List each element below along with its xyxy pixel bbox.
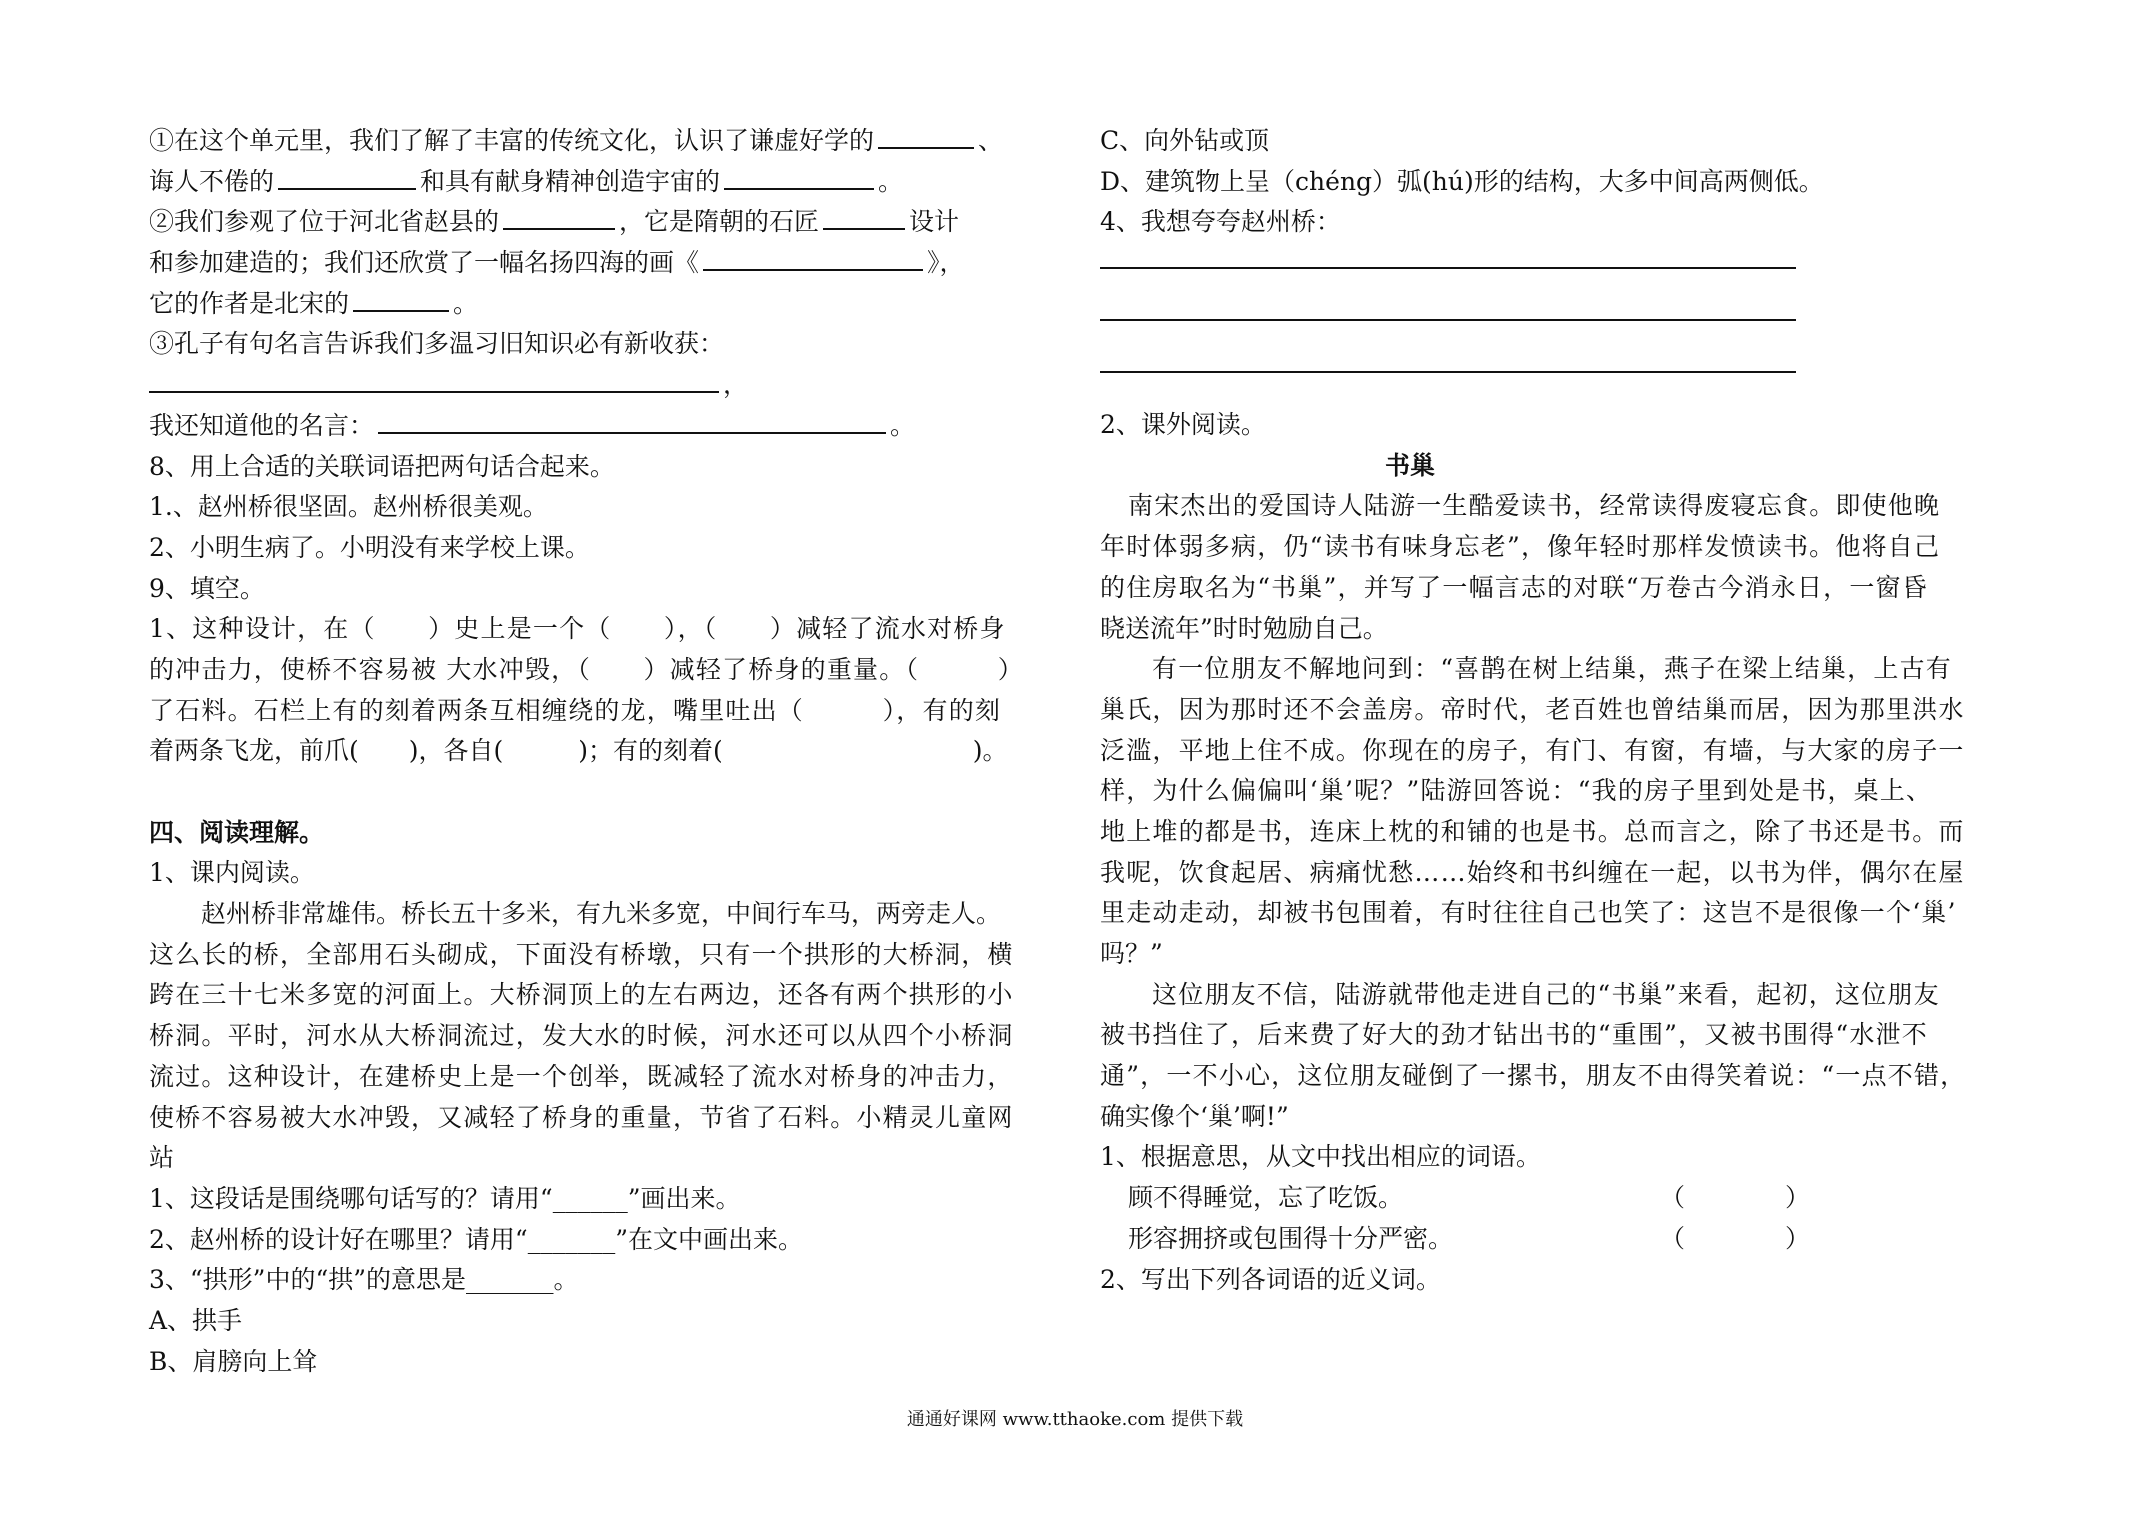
answer-line[interactable] (1100, 371, 1796, 373)
story-line: 有一位朋友不解地问到：“喜鹊在树上结巢，燕子在梁上结巢，上古有 (1152, 654, 1952, 684)
text: 、 (978, 126, 1004, 155)
task-2: 2、写出下列各词语的近义词。 (1100, 1264, 1441, 1294)
question-8-item-2: 2、小明生病了。小明没有来学校上课。 (149, 532, 590, 562)
option-c[interactable]: C、向外钻或顶 (1100, 126, 1270, 155)
definition: 顾不得睡觉，忘了吃饭。 (1128, 1183, 1404, 1213)
option-b[interactable]: B、肩膀向上耸 (149, 1346, 318, 1376)
question-9: 9、填空。 (149, 573, 265, 603)
left-column (149, 121, 1024, 1382)
confucius-answer-line (149, 365, 979, 406)
page-footer: 通通好课网 www.tthaoke.com 提供下载 (906, 1409, 1244, 1430)
passage-line: 流过。这种设计，在建桥史上是一个创举，既减轻了流水对桥身的冲击力， (149, 1061, 1014, 1091)
fill-line-5 (149, 284, 979, 325)
story-line: 通”，一不小心，这位朋友碰倒了一摞书，朋友不由得笑着说：“一点不错， (1100, 1061, 1967, 1091)
text: 设计 (909, 207, 960, 237)
text: 我还知道他的名言： (149, 410, 375, 440)
confucius-prompt: ③孔子有句名言告诉我们多温习旧知识必有新收获： (149, 329, 725, 359)
reading-1-label: 1、课内阅读。 (149, 858, 315, 888)
answer-parentheses[interactable]: （ ） (1660, 1223, 1811, 1253)
spacer (149, 772, 979, 813)
reading-2-label: 2、课外阅读。 (1100, 410, 1266, 440)
text: 它的作者是北宋的 (149, 288, 350, 318)
answer-parentheses[interactable]: （ ） (1660, 1183, 1811, 1213)
story-title: 书巢 (1384, 450, 1435, 480)
story-line: 年时体弱多病，仍“读书有味身忘老”，像年轻时那样发愤读书。他将自己 (1100, 532, 1941, 562)
blank[interactable] (278, 164, 416, 190)
text: 。 (878, 166, 904, 196)
story-line: 确实像个‘巢’啊!” (1100, 1101, 1289, 1131)
answer-blank[interactable] (378, 408, 886, 434)
fill-line-8 (149, 406, 979, 447)
story-line: 样，为什么偏偏叫‘巢’呢？”陆游回答说：“我的房子里到处是书，桌上、 (1100, 776, 1933, 806)
story-line: 这位朋友不信，陆游就带他走进自己的“书巢”来看，起初，这位朋友 (1152, 979, 1940, 1009)
passage-line: 使桥不容易被大水冲毁，又减轻了桥身的重量，节省了石料。小精灵儿童网 (149, 1102, 1014, 1132)
text: ②我们参观了位于河北省赵县的 (149, 207, 500, 237)
reading-question-2: 2、赵州桥的设计好在哪里？请用“_______”在文中画出来。 (149, 1224, 803, 1254)
answer-lines (1100, 243, 1820, 405)
question-9-line-3: 了石料。石栏上有的刻着两条互相缠绕的龙，嘴里吐出（ ），有的刻 (149, 695, 1002, 725)
question-9-line-2: 的冲击力，使桥不容易被 大水冲毁，（ ）减轻了桥身的重量。（ ） (149, 654, 1024, 684)
fill-line-1 (149, 121, 1004, 162)
story-line: 巢氏，因为那时还不会盖房。帝时代，老百姓也曾结巢而居，因为那里洪水 (1100, 694, 1965, 724)
passage-line: 赵州桥非常雄伟。桥长五十多米，有九米多宽，中间行车马，两旁走人。 (201, 899, 1002, 929)
story-line: 里走动走动，却被书包围着，有时往往自己也笑了：这岂不是很像一个‘巢’ (1100, 898, 1957, 928)
answer-blank[interactable] (149, 367, 719, 393)
passage-line: 跨在三十七米多宽的河面上。大桥洞顶上的左右两边，还各有两个拱形的小 (149, 980, 1014, 1010)
text: 》， (927, 248, 965, 278)
text: 。 (890, 410, 916, 440)
story-line: 我呢，饮食起居、病痛忧愁……始终和书纠缠在一起，以书为伴，偶尔在屋 (1100, 857, 1965, 887)
question-8: 8、用上合适的关联词语把两句话合起来。 (149, 451, 615, 481)
blank[interactable] (503, 204, 615, 230)
question-8-item-1: 1.、赵州桥很坚固。赵州桥很美观。 (149, 492, 548, 522)
text: 诲人不倦的 (149, 166, 275, 196)
task-1-item-a (1100, 1178, 1820, 1219)
blank[interactable] (823, 204, 905, 230)
story-line: 吗？” (1100, 939, 1163, 968)
text: ，它是隋朝的石匠 (619, 207, 820, 237)
task-1: 1、根据意思，从文中找出相应的词语。 (1100, 1142, 1541, 1172)
answer-line[interactable] (1100, 267, 1796, 269)
passage-line: 桥洞。平时，河水从大桥洞流过，发大水的时候，河水还可以从四个小桥洞 (149, 1021, 1014, 1051)
question-4: 4、我想夸夸赵州桥： (1100, 207, 1341, 237)
section-heading-reading: 四、阅读理解。 (149, 817, 325, 847)
option-d[interactable]: D、建筑物上呈（chéng）弧(hú)形的结构，大多中间高两侧低。 (1100, 166, 1824, 196)
story-line: 的住房取名为“书巢”，并写了一幅言志的对联“万卷古今消永日，一窗昏 (1100, 572, 1928, 602)
text: ， (723, 370, 749, 400)
fill-line-2 (149, 162, 979, 203)
story-line: 被书挡住了，后来费了好大的劲才钻出书的“重围”，又被书围得“水泄不 (1100, 1020, 1928, 1050)
blank[interactable] (703, 245, 923, 271)
blank[interactable] (724, 164, 874, 190)
story-line: 地上堆的都是书，连床上枕的和铺的也是书。总而言之，除了书还是书。而 (1100, 816, 1965, 846)
reading-question-3: 3、“拱形”中的“拱”的意思是_______。 (149, 1265, 579, 1295)
story-line: 晓送流年”时时勉励自己。 (1100, 613, 1388, 643)
story-line: 南宋杰出的爱国诗人陆游一生酷爱读书，经常读得废寝忘食。即使他晚 (1128, 491, 1941, 521)
text: ①在这个单元里，我们了解了丰富的传统文化，认识了谦虚好学的 (149, 126, 875, 155)
question-9-line-4: 着两条飞龙，前爪( )，各自( )；有的刻着( )。 (149, 736, 1008, 766)
fill-line-3 (149, 202, 979, 243)
text: 和具有献身精神创造宇宙的 (420, 166, 721, 196)
right-column (1100, 121, 1967, 1300)
blank[interactable] (878, 123, 974, 149)
task-1-item-b (1100, 1219, 1820, 1260)
fill-line-4 (149, 243, 979, 284)
answer-line[interactable] (1100, 319, 1796, 321)
passage-line: 这么长的桥，全部用石头砌成，下面没有桥墩，只有一个拱形的大桥洞，横 (149, 939, 1014, 969)
question-9-line-1: 1、这种设计，在（ ）史上是一个（ ），（ ）减轻了流水对桥身 (149, 614, 1006, 644)
definition: 形容拥挤或包围得十分严密。 (1128, 1223, 1454, 1253)
option-a[interactable]: A、拱手 (149, 1305, 243, 1335)
reading-question-1: 1、这段话是围绕哪句话写的？请用“______”画出来。 (149, 1183, 741, 1213)
text: 和参加建造的；我们还欣赏了一幅名扬四海的画《 (149, 248, 700, 278)
text: 。 (453, 288, 479, 318)
blank[interactable] (353, 286, 449, 312)
passage-line: 站 (149, 1143, 175, 1173)
story-line: 泛滥，平地上住不成。你现在的房子，有门、有窗，有墙，与大家的房子一 (1100, 735, 1965, 765)
